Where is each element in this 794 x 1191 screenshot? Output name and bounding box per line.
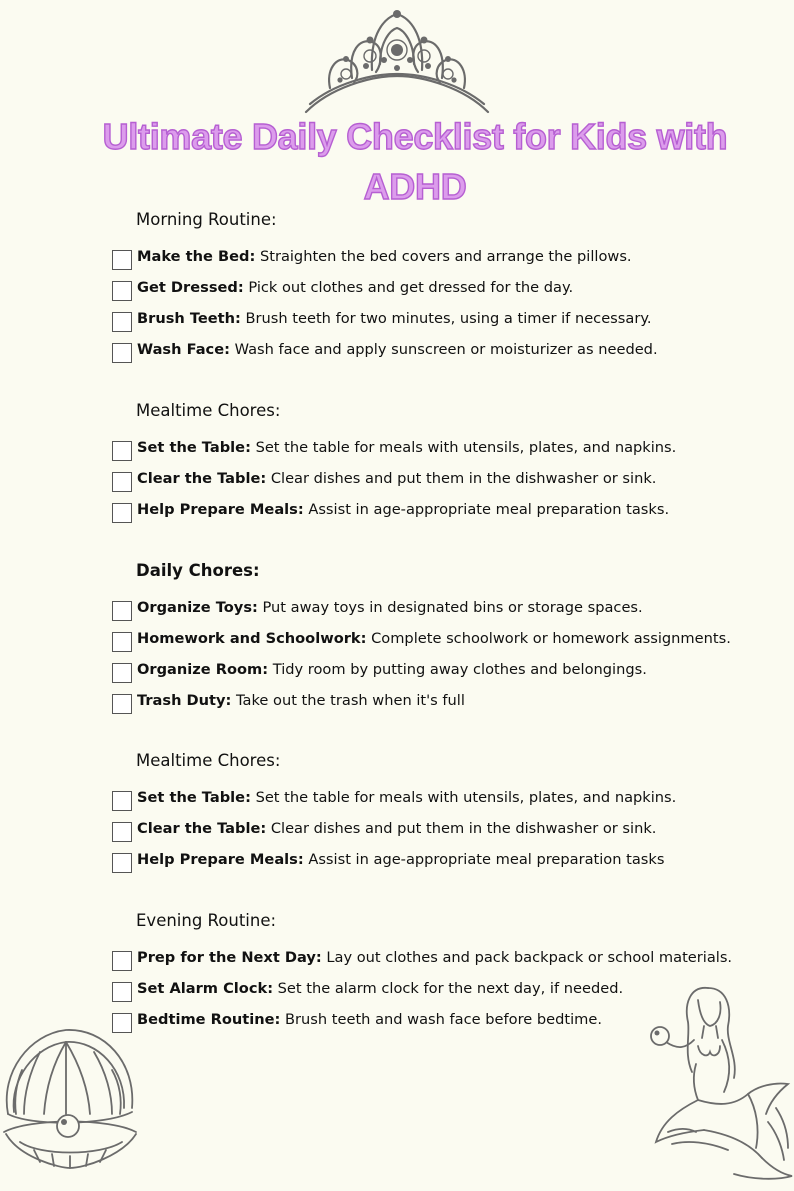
item-description: Set the table for meals with utensils, plates, and napkins.: [255, 788, 677, 806]
item-label: Make the Bed:: [137, 247, 256, 265]
checkbox[interactable]: [112, 312, 132, 332]
checklist-item: [112, 782, 752, 813]
checkbox[interactable]: [112, 281, 132, 301]
item-description: Assist in age-appropriate meal preparation tasks: [308, 850, 665, 868]
item-label: Get Dressed:: [137, 278, 244, 296]
checkbox[interactable]: [112, 982, 132, 1002]
item-label: Trash Duty:: [137, 691, 232, 709]
section-mealtime-chores-2: [112, 749, 752, 875]
section-heading: Morning Routine:: [136, 210, 277, 229]
item-description: Tidy room by putting away clothes and belongings.: [272, 660, 647, 678]
item-description: Wash face and apply sunscreen or moisturizer as needed.: [234, 340, 658, 358]
mermaid-icon: [638, 982, 794, 1182]
checkbox[interactable]: [112, 343, 132, 363]
item-description: Take out the trash when it's full: [236, 691, 465, 709]
checklist-item: [112, 463, 752, 494]
checkbox[interactable]: [112, 250, 132, 270]
item-description: Lay out clothes and pack backpack or school materials.: [326, 948, 733, 966]
item-description: Brush teeth for two minutes, using a timer if necessary.: [245, 309, 652, 327]
tiara-icon: [300, 4, 494, 116]
section-heading: Daily Chores:: [136, 561, 260, 580]
section-morning-routine: [112, 208, 752, 365]
item-description: Set the alarm clock for the next day, if needed.: [277, 979, 624, 997]
item-description: Complete schoolwork or homework assignments.: [371, 629, 731, 647]
item-label: Help Prepare Meals:: [137, 500, 304, 518]
item-label: Clear the Table:: [137, 469, 267, 487]
page-title: Ultimate Daily Checklist for Kids with ADHD: [102, 116, 728, 207]
checklist-item: [112, 844, 752, 875]
checkbox[interactable]: [112, 694, 132, 714]
item-label: Organize Room:: [137, 660, 269, 678]
item-description: Straighten the bed covers and arrange the pillows.: [259, 247, 632, 265]
checkbox[interactable]: [112, 503, 132, 523]
checklist-item: [112, 334, 752, 365]
item-label: Clear the Table:: [137, 819, 267, 837]
seashell-pearl-icon: [0, 1022, 140, 1172]
checklist-item: [112, 592, 752, 623]
item-label: Set the Table:: [137, 788, 251, 806]
item-description: Clear dishes and put them in the dishwasher or sink.: [270, 819, 657, 837]
checklist-item: [112, 241, 752, 272]
section-heading: Mealtime Chores:: [136, 401, 281, 420]
item-description: Set the table for meals with utensils, plates, and napkins.: [255, 438, 677, 456]
checkbox[interactable]: [112, 441, 132, 461]
section-heading: Evening Routine:: [136, 911, 277, 930]
item-label: Set Alarm Clock:: [137, 979, 274, 997]
item-label: Prep for the Next Day:: [137, 948, 322, 966]
item-label: Homework and Schoolwork:: [137, 629, 367, 647]
item-description: Assist in age-appropriate meal preparation tasks.: [308, 500, 670, 518]
item-label: Wash Face:: [137, 340, 230, 358]
item-label: Bedtime Routine:: [137, 1010, 281, 1028]
item-description: Pick out clothes and get dressed for the day.: [248, 278, 574, 296]
item-description: Put away toys in designated bins or storage spaces.: [262, 598, 643, 616]
checkbox[interactable]: [112, 632, 132, 652]
checkbox[interactable]: [112, 951, 132, 971]
item-label: Organize Toys:: [137, 598, 258, 616]
checkbox[interactable]: [112, 472, 132, 492]
checklist-item: [112, 432, 752, 463]
checklist-item: [112, 654, 752, 685]
item-description: Clear dishes and put them in the dishwasher or sink.: [270, 469, 657, 487]
checklist-item: [112, 303, 752, 334]
item-description: Brush teeth and wash face before bedtime.: [285, 1010, 602, 1028]
section-daily-chores: [112, 559, 752, 716]
checkbox[interactable]: [112, 791, 132, 811]
item-label: Brush Teeth:: [137, 309, 241, 327]
checklist-item: [112, 272, 752, 303]
checklist-item: [112, 942, 752, 973]
checklist-item: [112, 685, 752, 716]
section-mealtime-chores: [112, 399, 752, 525]
section-heading: Mealtime Chores:: [136, 751, 281, 770]
checkbox[interactable]: [112, 601, 132, 621]
checkbox[interactable]: [112, 663, 132, 683]
checklist-item: [112, 623, 752, 654]
checkbox[interactable]: [112, 853, 132, 873]
checklist-item: [112, 494, 752, 525]
item-label: Set the Table:: [137, 438, 251, 456]
checklist-item: [112, 813, 752, 844]
item-label: Help Prepare Meals:: [137, 850, 304, 868]
checkbox[interactable]: [112, 822, 132, 842]
